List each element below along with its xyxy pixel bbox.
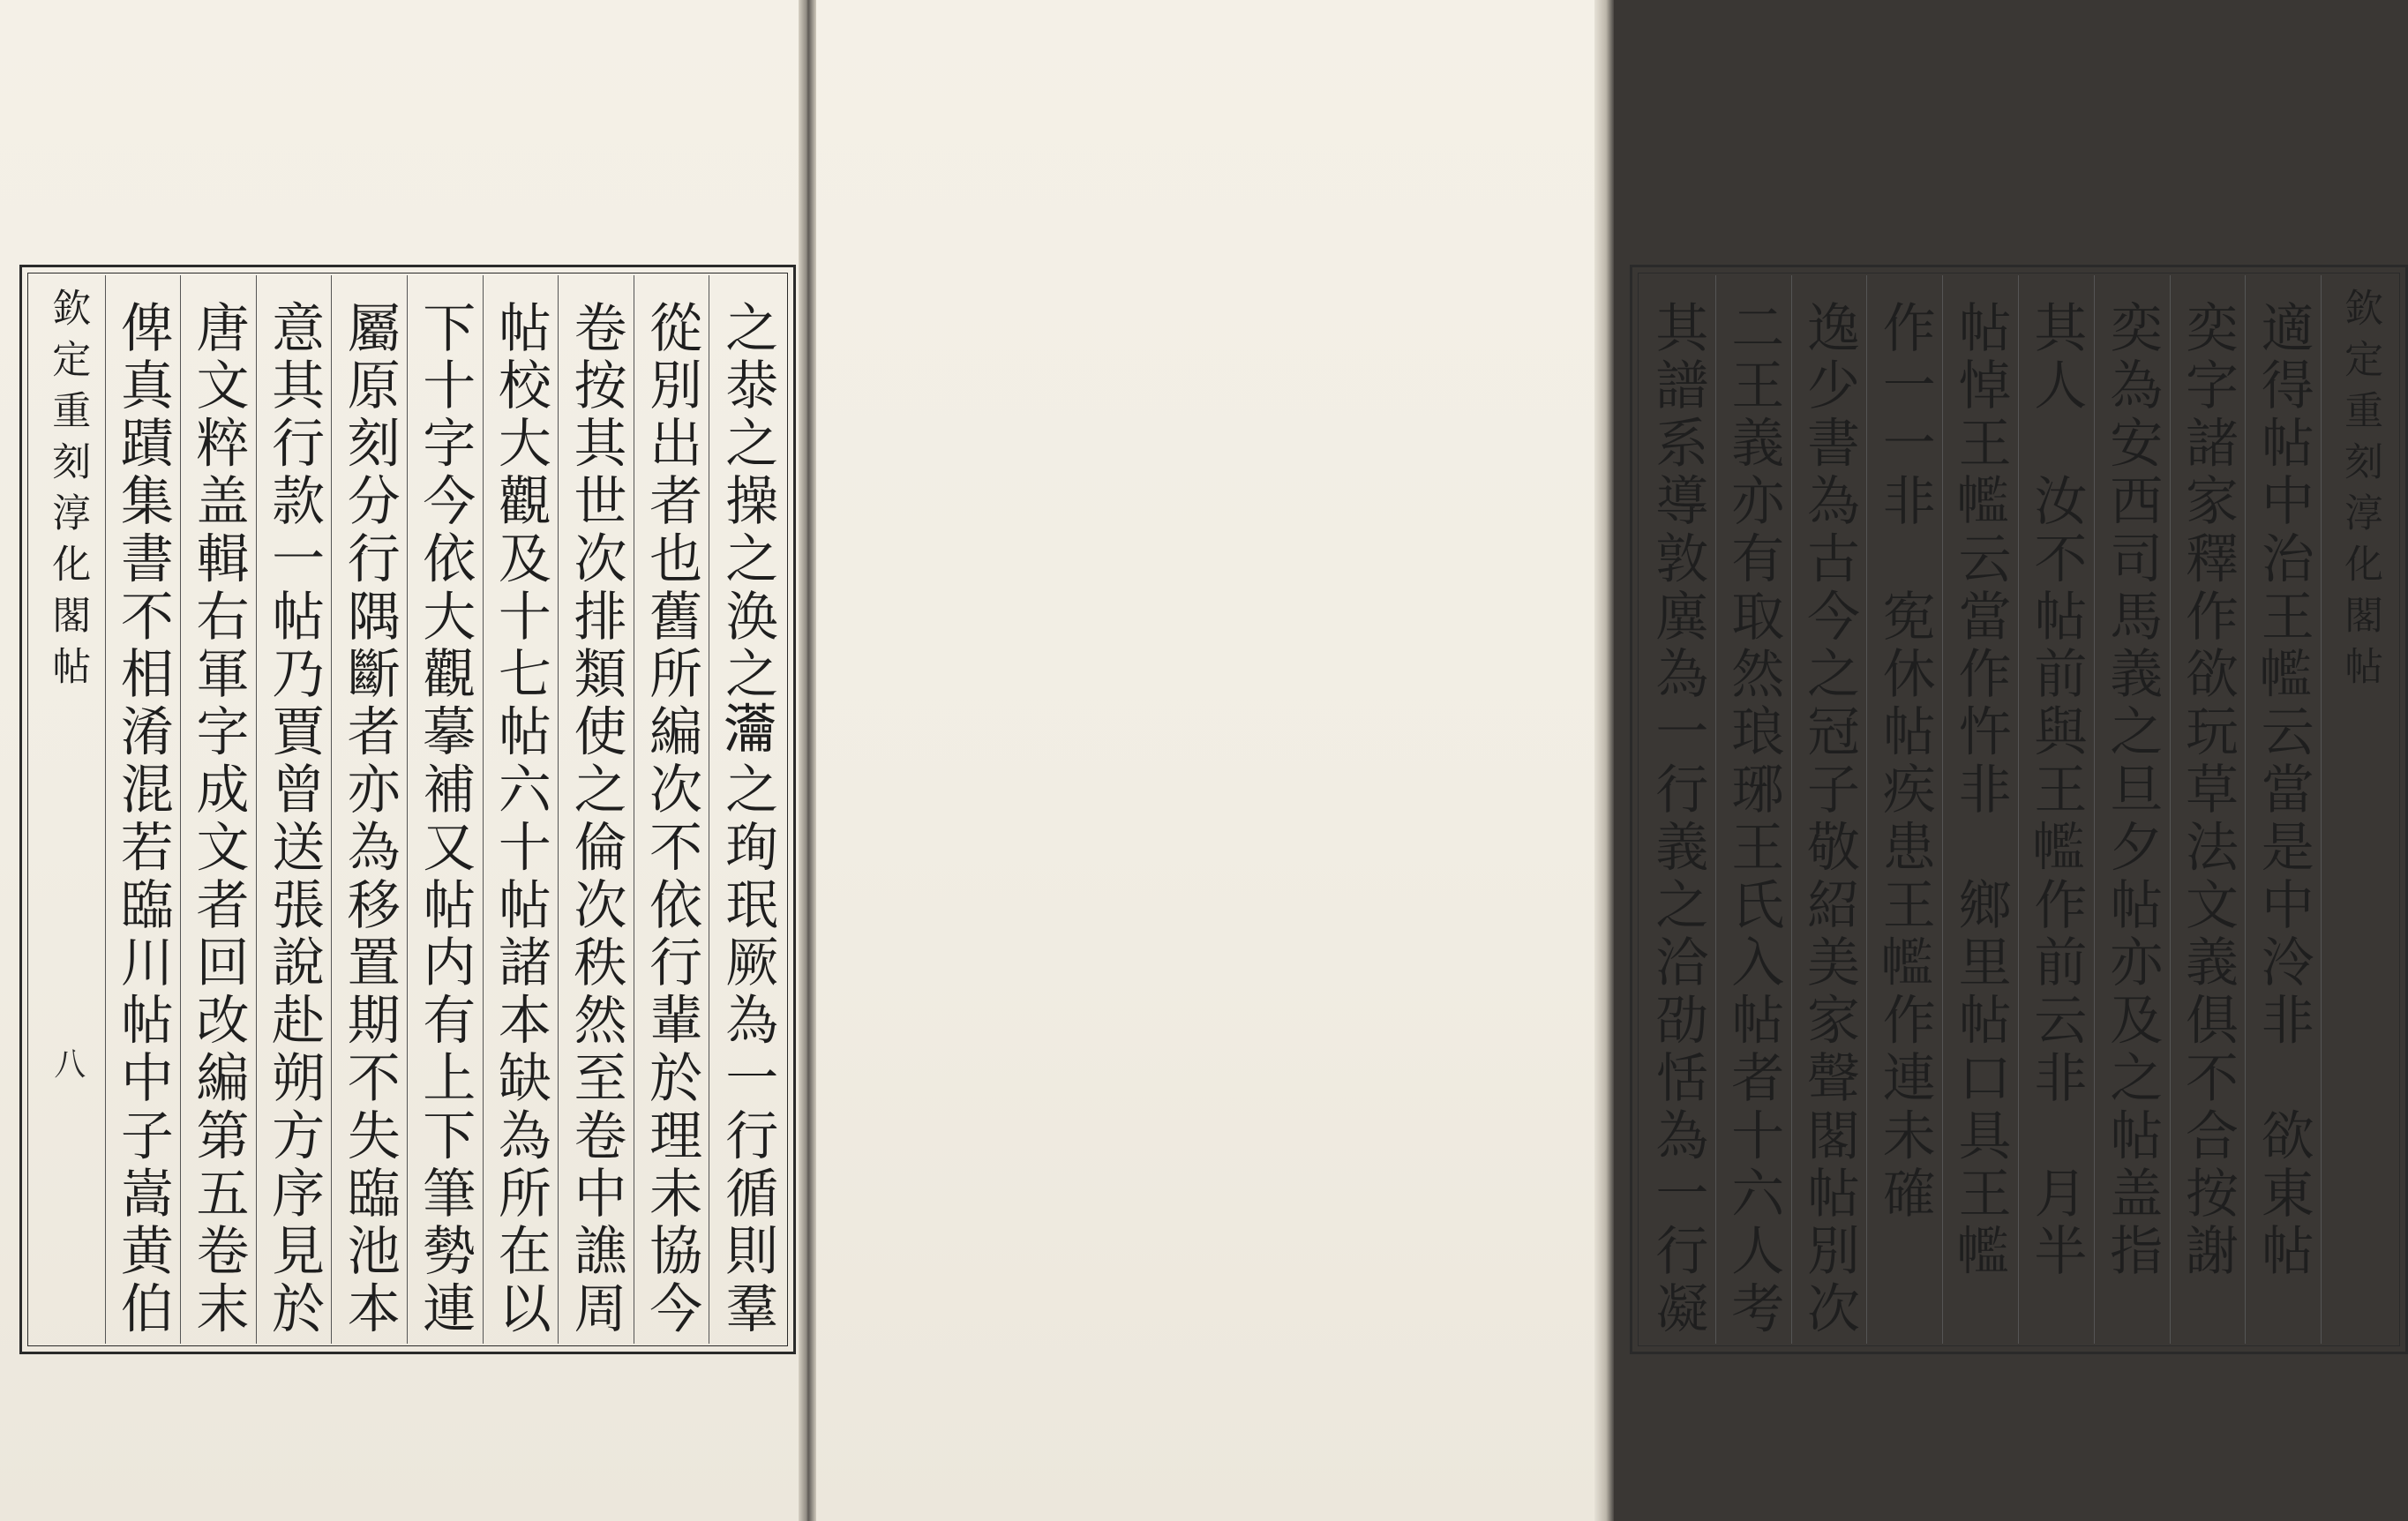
right-text-column-4-text: 其人 汝不帖前與王𢅡作前云非 月半 bbox=[2025, 300, 2088, 1281]
left-text-column-7-text: 意其行款一帖乃賈曾送張說赴朔方序見於 bbox=[263, 300, 326, 1339]
left-page bbox=[0, 0, 805, 1521]
left-text-column-9 bbox=[106, 275, 182, 1344]
right-text-column-8-text: 二王義亦有取然琅琊王氏入帖者十六人考 bbox=[1722, 300, 1785, 1339]
left-text-column-5 bbox=[408, 275, 484, 1344]
right-text-column-1-text: 適得帖中治王𢅡云當是中泠非 欲東帖 bbox=[2252, 300, 2314, 1281]
left-text-column-4 bbox=[484, 275, 559, 1344]
left-text-column-6-text: 屬原刻分行隅斷者亦為移置期不失臨池本 bbox=[338, 300, 401, 1339]
left-text-column-9-text: 俾真蹟集書不相淆混若臨川帖中子嵩黄伯 bbox=[111, 300, 174, 1339]
right-text-column-6-text: 作一一非 𡨚休帖疾患王𢅡作連未確 bbox=[1873, 300, 1936, 1224]
right-text-column-7 bbox=[1792, 275, 1868, 1344]
left-text-column-3-text: 卷按其世次排類使之倫次秩然至卷中譙周 bbox=[565, 300, 627, 1339]
left-text-column-1 bbox=[709, 275, 785, 1344]
left-spine-title-text: 欽定重刻淳化閣帖 bbox=[45, 288, 91, 697]
page-folio-number: 八 bbox=[49, 1047, 86, 1079]
right-text-column-1 bbox=[2246, 275, 2322, 1344]
right-page bbox=[809, 0, 2383, 1521]
right-text-column-2 bbox=[2171, 275, 2247, 1344]
right-spine-title bbox=[2322, 275, 2397, 1344]
right-text-column-7-text: 逸少書為古今之冠子敬紹美家聲閣帖別次 bbox=[1797, 300, 1860, 1339]
left-text-column-5-text: 下十字今依大觀摹補又帖内有上下筆勢連 bbox=[414, 300, 476, 1339]
page-edge bbox=[1594, 0, 1614, 1521]
left-text-column-7 bbox=[257, 275, 333, 1344]
left-text-column-2 bbox=[634, 275, 710, 1344]
book-gutter bbox=[799, 0, 816, 1521]
right-text-column-2-text: 奕字諸家釋作欲玩草法文義俱不合按謝 bbox=[2176, 300, 2239, 1281]
right-text-column-8 bbox=[1716, 275, 1792, 1344]
right-text-column-5-text: 帖悼王𢅡云當作忤非 鄉里帖口具王𢅡 bbox=[1949, 300, 2012, 1281]
right-text-column-6 bbox=[1867, 275, 1943, 1344]
right-text-column-3 bbox=[2095, 275, 2171, 1344]
right-text-column-5 bbox=[1943, 275, 2019, 1344]
left-text-column-4-text: 帖校大觀及十七帖六十帖諸本缺為所在以 bbox=[489, 300, 551, 1339]
left-text-frame bbox=[19, 265, 796, 1354]
left-text-column-8-text: 唐文粹盖輯右軍字成文者回改編第五卷末 bbox=[187, 300, 250, 1339]
right-text-column-9-text: 其譜系導敦廙為一行義之洽劭恬為一行凝 bbox=[1647, 300, 1709, 1339]
right-text-column-9 bbox=[1640, 275, 1716, 1344]
left-text-column-2-text: 從別出者也舊所編次不依行輩於理未協今 bbox=[641, 300, 703, 1339]
right-text-column-3-text: 奕為安西司馬義之旦夕帖亦及之帖盖指 bbox=[2101, 300, 2164, 1281]
left-text-column-3 bbox=[559, 275, 634, 1344]
right-text-frame bbox=[1630, 265, 2408, 1354]
left-text-column-8 bbox=[181, 275, 257, 1344]
right-spine-title-text: 欽定重刻淳化閣帖 bbox=[2337, 288, 2383, 697]
right-text-column-4 bbox=[2019, 275, 2095, 1344]
left-text-column-6 bbox=[332, 275, 408, 1344]
left-text-column-1-text: 之㳟之操之涣之𤅢之珣珉厥為一行循則羣 bbox=[716, 300, 779, 1339]
left-spine-title bbox=[30, 275, 106, 1344]
